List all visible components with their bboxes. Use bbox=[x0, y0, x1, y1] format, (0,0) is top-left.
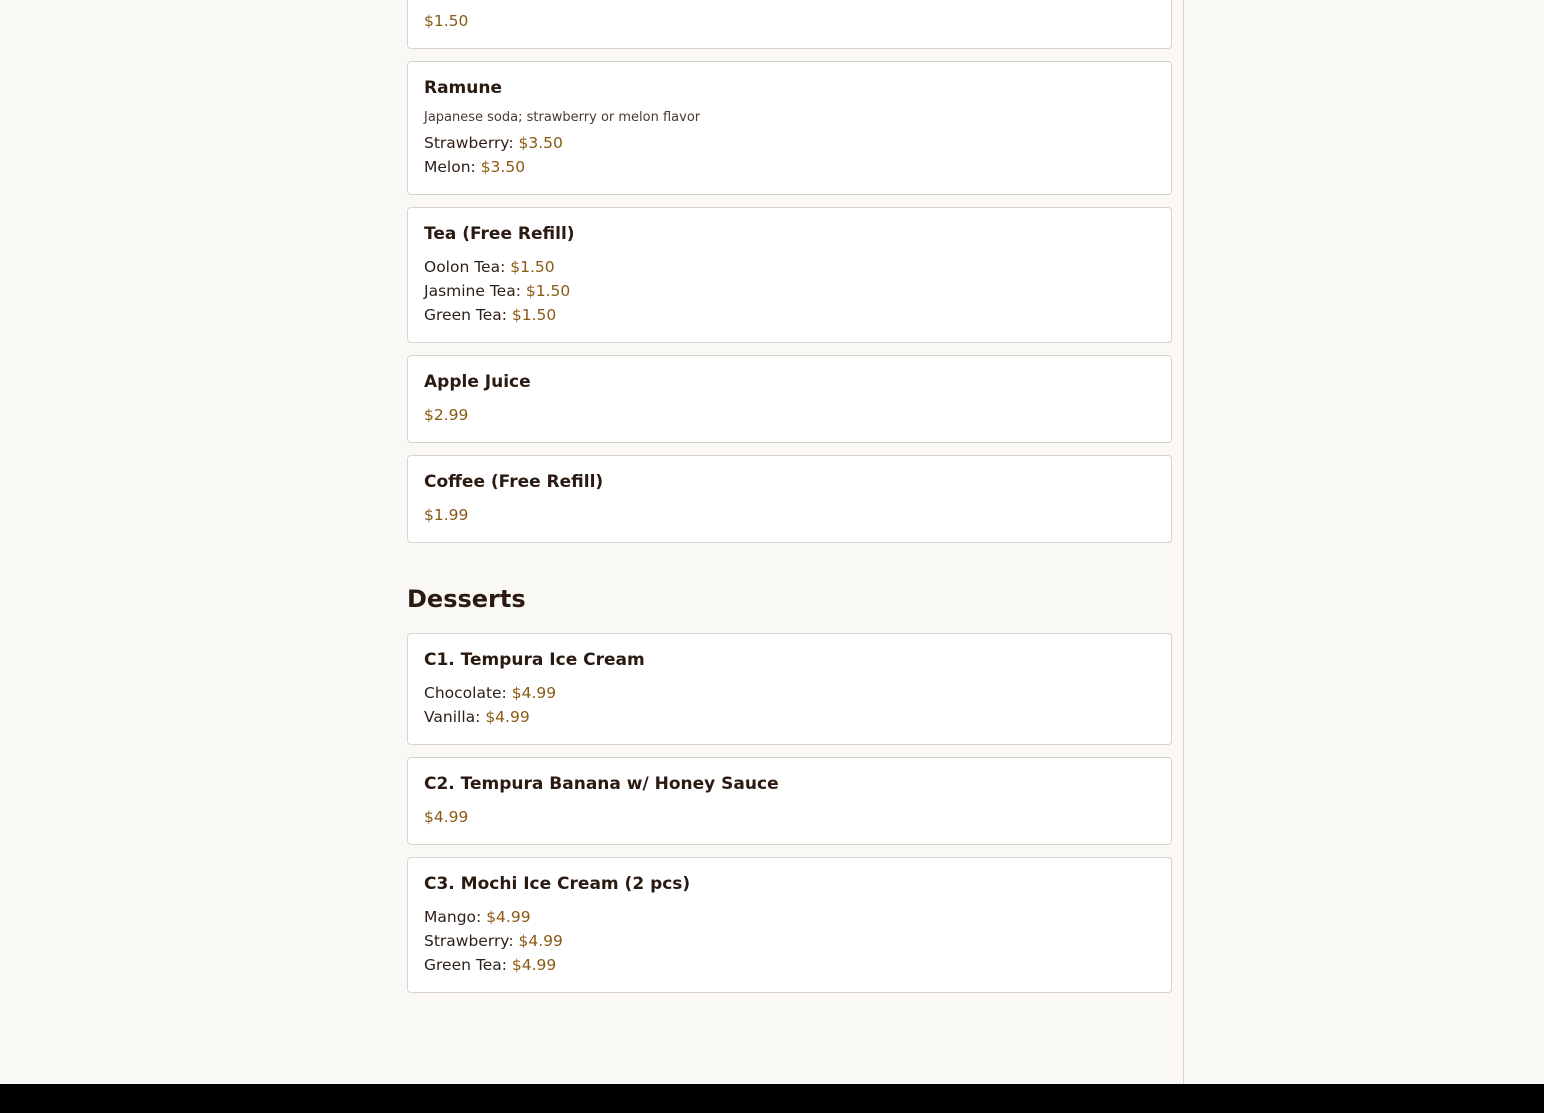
menu-item-prices bbox=[424, 805, 1155, 829]
price-value: $4.99 bbox=[511, 956, 557, 974]
price-line bbox=[424, 681, 1155, 705]
menu-item-title: C2. Tempura Banana w/ Honey Sauce bbox=[424, 774, 779, 794]
menu-item-card bbox=[407, 355, 1172, 443]
price-line bbox=[424, 953, 1155, 977]
price-option-label: Green Tea: bbox=[424, 306, 507, 324]
price-option-label: Strawberry: bbox=[424, 932, 514, 950]
menu-item-card bbox=[407, 207, 1172, 343]
menu-item-card bbox=[407, 633, 1172, 745]
menu-item-title: Apple Juice bbox=[424, 372, 531, 392]
price-line bbox=[424, 255, 1155, 279]
price-value: $4.99 bbox=[486, 908, 531, 926]
price-value: $1.99 bbox=[424, 506, 469, 524]
price-option-label: Oolon Tea: bbox=[424, 258, 506, 276]
price-value: $1.50 bbox=[511, 306, 557, 324]
menu-item-card bbox=[407, 61, 1172, 195]
menu-item-card bbox=[407, 0, 1172, 49]
menu-item-title: Tea (Free Refill) bbox=[424, 224, 575, 244]
price-line bbox=[424, 905, 1155, 929]
menu-item-prices bbox=[424, 131, 1155, 179]
menu-item-prices bbox=[424, 255, 1155, 327]
price-line bbox=[424, 805, 1155, 829]
price-option-label: Green Tea: bbox=[424, 956, 507, 974]
menu-item-title: Coffee (Free Refill) bbox=[424, 472, 604, 492]
price-line bbox=[424, 503, 1155, 527]
price-line bbox=[424, 929, 1155, 953]
drinks-list bbox=[407, 0, 1172, 543]
price-value: $1.50 bbox=[510, 258, 555, 276]
price-option-label: Mango: bbox=[424, 908, 482, 926]
menu-item-card bbox=[407, 857, 1172, 993]
price-option-label: Vanilla: bbox=[424, 708, 481, 726]
price-line bbox=[424, 303, 1155, 327]
price-line bbox=[424, 155, 1155, 179]
desserts-section-title: Desserts bbox=[407, 585, 526, 613]
price-value: $4.99 bbox=[424, 808, 469, 826]
menu-column bbox=[407, 0, 1172, 1005]
price-option-label: Strawberry: bbox=[424, 134, 514, 152]
price-value: $4.99 bbox=[485, 708, 530, 726]
price-value: $2.99 bbox=[424, 406, 469, 424]
price-option-label: Chocolate: bbox=[424, 684, 507, 702]
menu-item-description: Japanese soda; strawberry or melon flavor bbox=[424, 110, 701, 125]
menu-item-prices bbox=[424, 681, 1155, 729]
price-value: $4.99 bbox=[518, 932, 563, 950]
price-line bbox=[424, 705, 1155, 729]
menu-item-card bbox=[407, 757, 1172, 845]
menu-item-title: C1. Tempura Ice Cream bbox=[424, 650, 645, 670]
menu-item-title: C3. Mochi Ice Cream (2 pcs) bbox=[424, 874, 691, 894]
price-line bbox=[424, 279, 1155, 303]
price-value: $3.50 bbox=[480, 158, 526, 176]
menu-item-prices bbox=[424, 905, 1155, 977]
menu-item-prices bbox=[424, 403, 1155, 427]
menu-item-prices bbox=[424, 503, 1155, 527]
price-line bbox=[424, 9, 1155, 33]
desserts-list bbox=[407, 633, 1172, 993]
menu-item-prices bbox=[424, 9, 1155, 33]
right-divider bbox=[1183, 0, 1184, 1084]
price-value: $1.50 bbox=[424, 12, 469, 30]
price-line bbox=[424, 403, 1155, 427]
footer-bar bbox=[0, 1084, 1544, 1113]
price-option-label: Jasmine Tea: bbox=[424, 282, 521, 300]
price-value: $1.50 bbox=[525, 282, 571, 300]
menu-item-title: Ramune bbox=[424, 78, 503, 98]
price-value: $3.50 bbox=[518, 134, 563, 152]
price-value: $4.99 bbox=[511, 684, 557, 702]
price-option-label: Melon: bbox=[424, 158, 476, 176]
menu-item-card bbox=[407, 455, 1172, 543]
price-line bbox=[424, 131, 1155, 155]
